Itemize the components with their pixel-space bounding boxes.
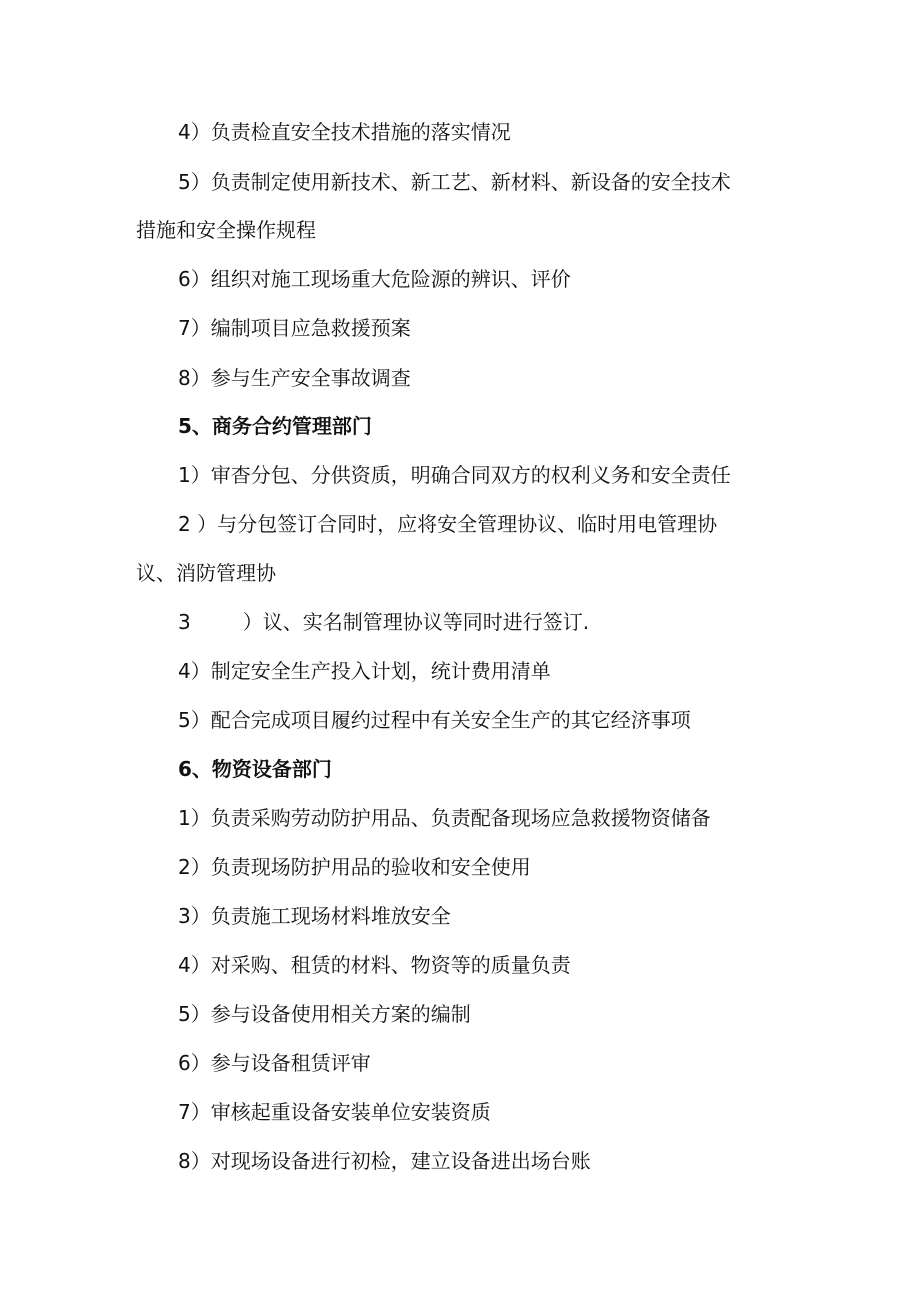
item-number: 3	[178, 610, 191, 634]
section-heading: 6、物资设备部门	[178, 757, 332, 781]
paragraph-line: 1）审杳分包、分供资质，明确合同双方的权利义务和安全责任	[178, 463, 731, 487]
paragraph-line: 议、消防管理协	[136, 561, 276, 585]
paragraph-line: 8）参与生产安全事故调查	[178, 366, 411, 390]
paragraph-line: 4）制定安全生产投入计划，统计费用清单	[178, 659, 551, 683]
paragraph-line: 4）负责检直安全技术措施的落实情况	[178, 120, 511, 144]
paragraph-line: 6）组织对施工现场重大危险源的辨识、评价	[178, 267, 571, 291]
paragraph-line: 措施和安全操作规程	[136, 218, 316, 242]
paragraph-line: 5）负责制定使用新技术、新工艺、新材料、新设备的安全技术	[178, 170, 731, 194]
paragraph-line: 8）对现场设备进行初检，建立设备进出场台账	[178, 1149, 591, 1173]
paragraph-line: 1）负责采购劳动防护用品、负责配备现场应急救援物资储备	[178, 806, 711, 830]
paragraph-line: 7）编制项目应急救援预案	[178, 316, 411, 340]
paragraph-line: 2 ）与分包签订合同时，应将安全管理协议、临时用电管理协	[178, 512, 718, 536]
item-text: ）议、实名制管理协议等同时进行签订.	[242, 610, 590, 634]
paragraph-line: 6）参与设备租赁评审	[178, 1051, 371, 1075]
paragraph-line: 5）配合完成项目履约过程中有关安全生产的其它经济事项	[178, 708, 691, 732]
paragraph-line: 3）负责施工现场材料堆放安全	[178, 904, 451, 928]
paragraph-line: 2）负责现场防护用品的验收和安全使用	[178, 855, 531, 879]
paragraph-line	[0, 608, 920, 636]
section-heading: 5、商务合约管理部门	[178, 414, 372, 438]
paragraph-line: 5）参与设备使用相关方案的编制	[178, 1002, 471, 1026]
paragraph-line: 4）对采购、租赁的材料、物资等的质量负责	[178, 953, 571, 977]
paragraph-line: 7）审核起重设备安装单位安装资质	[178, 1100, 491, 1124]
